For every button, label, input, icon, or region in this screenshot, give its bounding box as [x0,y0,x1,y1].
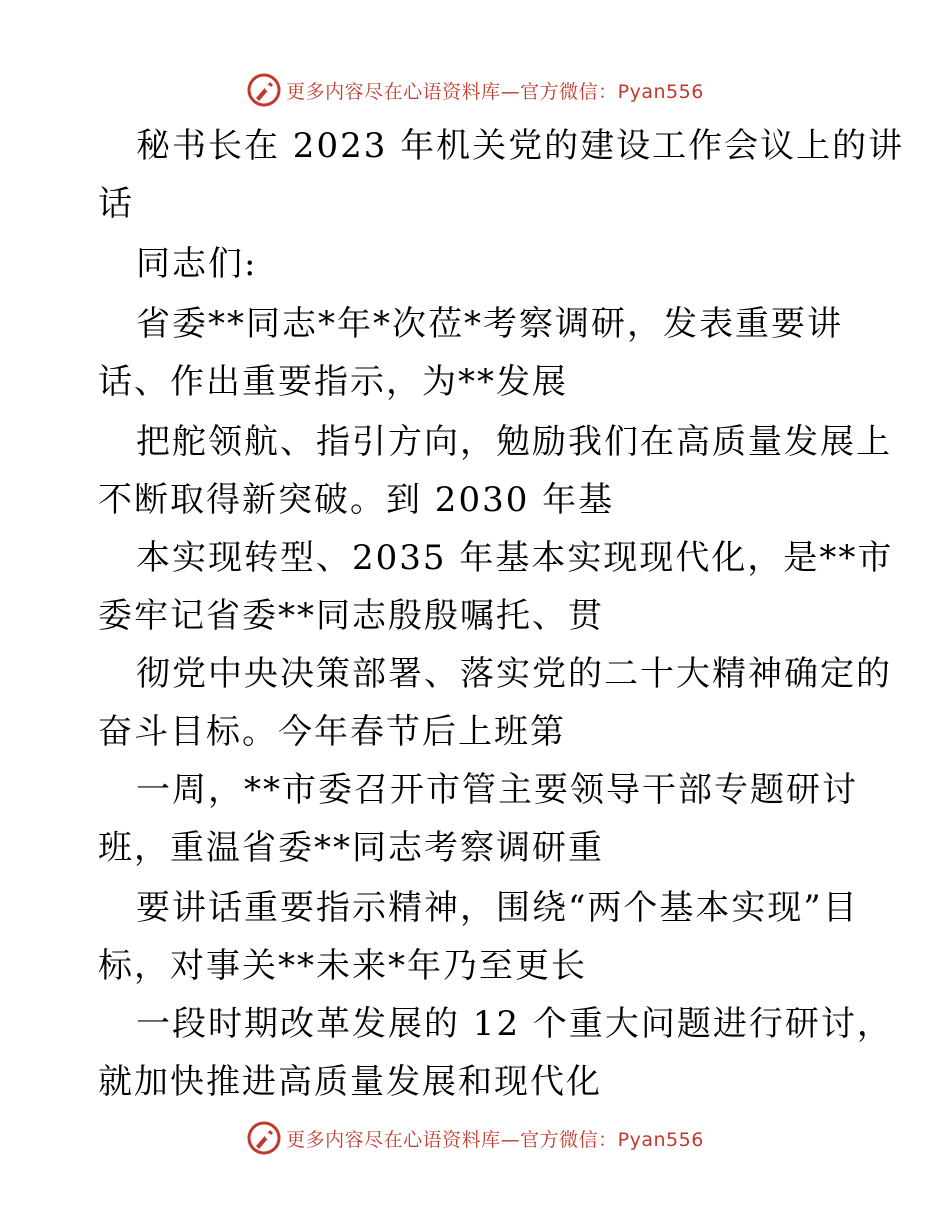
body-line: 话、作出重要指示，为**发展 [98,362,568,402]
watermark-text: 更多内容尽在心语资料库—官方微信：Pyan556 [286,1128,704,1151]
body-line: 奋斗目标。今年春节后上班第 [98,712,566,752]
rose-pen-logo-icon [246,1120,282,1156]
body-line: 班，重温省委**同志考察调研重 [98,828,604,868]
body-line: 委牢记省委**同志殷殷嘱托、贯 [98,596,604,636]
body-line: 彻党中央决策部署、落实党的二十大精神确定的 [136,654,892,694]
body-line: 一段时期改革发展的 12 个重大问题进行研讨， [136,1004,893,1044]
body-line: 不断取得新突破。到 2030 年基 [98,480,615,520]
body-line: 要讲话重要指示精神，围绕“两个基本实现”目 [136,888,859,928]
doc-title-line-1: 秘书长在 2023 年机关党的建设工作会议上的讲 [136,126,905,166]
body-line: 省委**同志*年*次莅*考察调研，发表重要讲 [136,304,843,344]
salutation: 同志们: [136,244,258,284]
body-line: 一周，**市委召开市管主要领导干部专题研讨 [136,770,858,810]
body-line: 标，对事关**未来*年乃至更长 [98,946,587,986]
doc-title-line-2: 话 [98,184,134,224]
header-watermark [0,70,950,110]
body-line: 把舵领航、指引方向，勉励我们在高质量发展上 [136,422,892,462]
rose-pen-logo-icon [246,72,282,108]
footer-watermark [0,1118,950,1158]
watermark-text: 更多内容尽在心语资料库—官方微信：Pyan556 [286,80,704,103]
body-line: 本实现转型、2035 年基本实现现代化，是**市 [136,538,894,578]
body-line: 就加快推进高质量发展和现代化 [98,1062,602,1102]
